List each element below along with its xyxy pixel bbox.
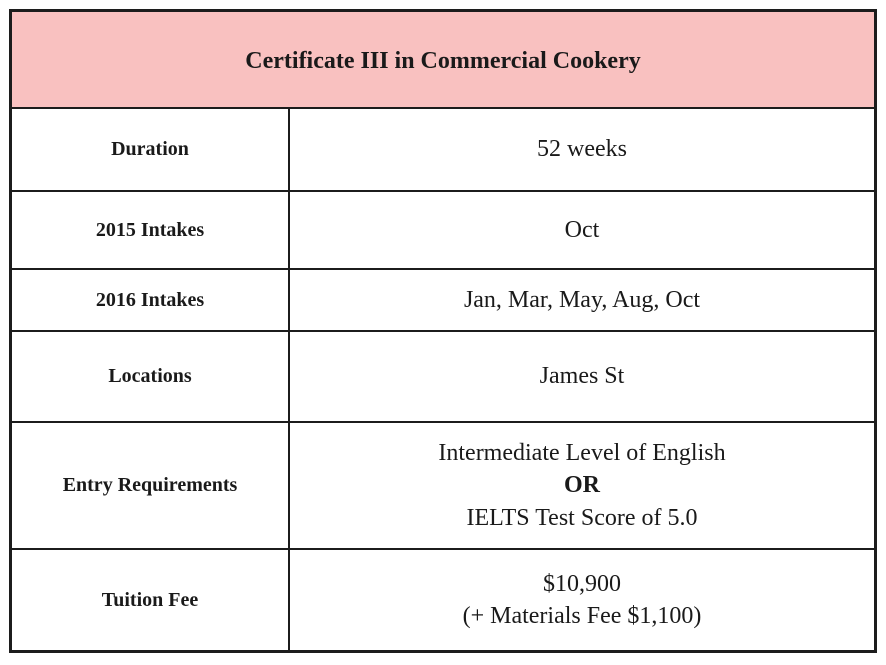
locations-value: James St [290,332,874,423]
tuition-fee-label: Tuition Fee [12,550,290,650]
duration-value: 52 weeks [290,109,874,192]
entry-requirements-value [290,423,874,550]
course-info-table [9,9,877,653]
materials-fee: (+ Materials Fee $1,100) [462,603,702,629]
intakes-2016-label: 2016 Intakes [12,270,290,332]
tuition-fee-amount: $10,900 [543,570,621,597]
entry-requirements-label: Entry Requirements [12,423,290,550]
intakes-2016-value: Jan, Mar, May, Aug, Oct [290,270,874,332]
locations-label: Locations [12,332,290,423]
intakes-2015-value: Oct [290,192,874,270]
duration-label: Duration [12,109,290,192]
table-title: Certificate III in Commercial Cookery [12,12,874,109]
intakes-2015-label: 2015 Intakes [12,192,290,270]
entry-requirement-english: Intermediate Level of English [438,439,726,466]
tuition-fee-value [290,550,874,650]
entry-requirement-or: OR [564,472,600,499]
entry-requirement-ielts: IELTS Test Score of 5.0 [466,504,698,531]
